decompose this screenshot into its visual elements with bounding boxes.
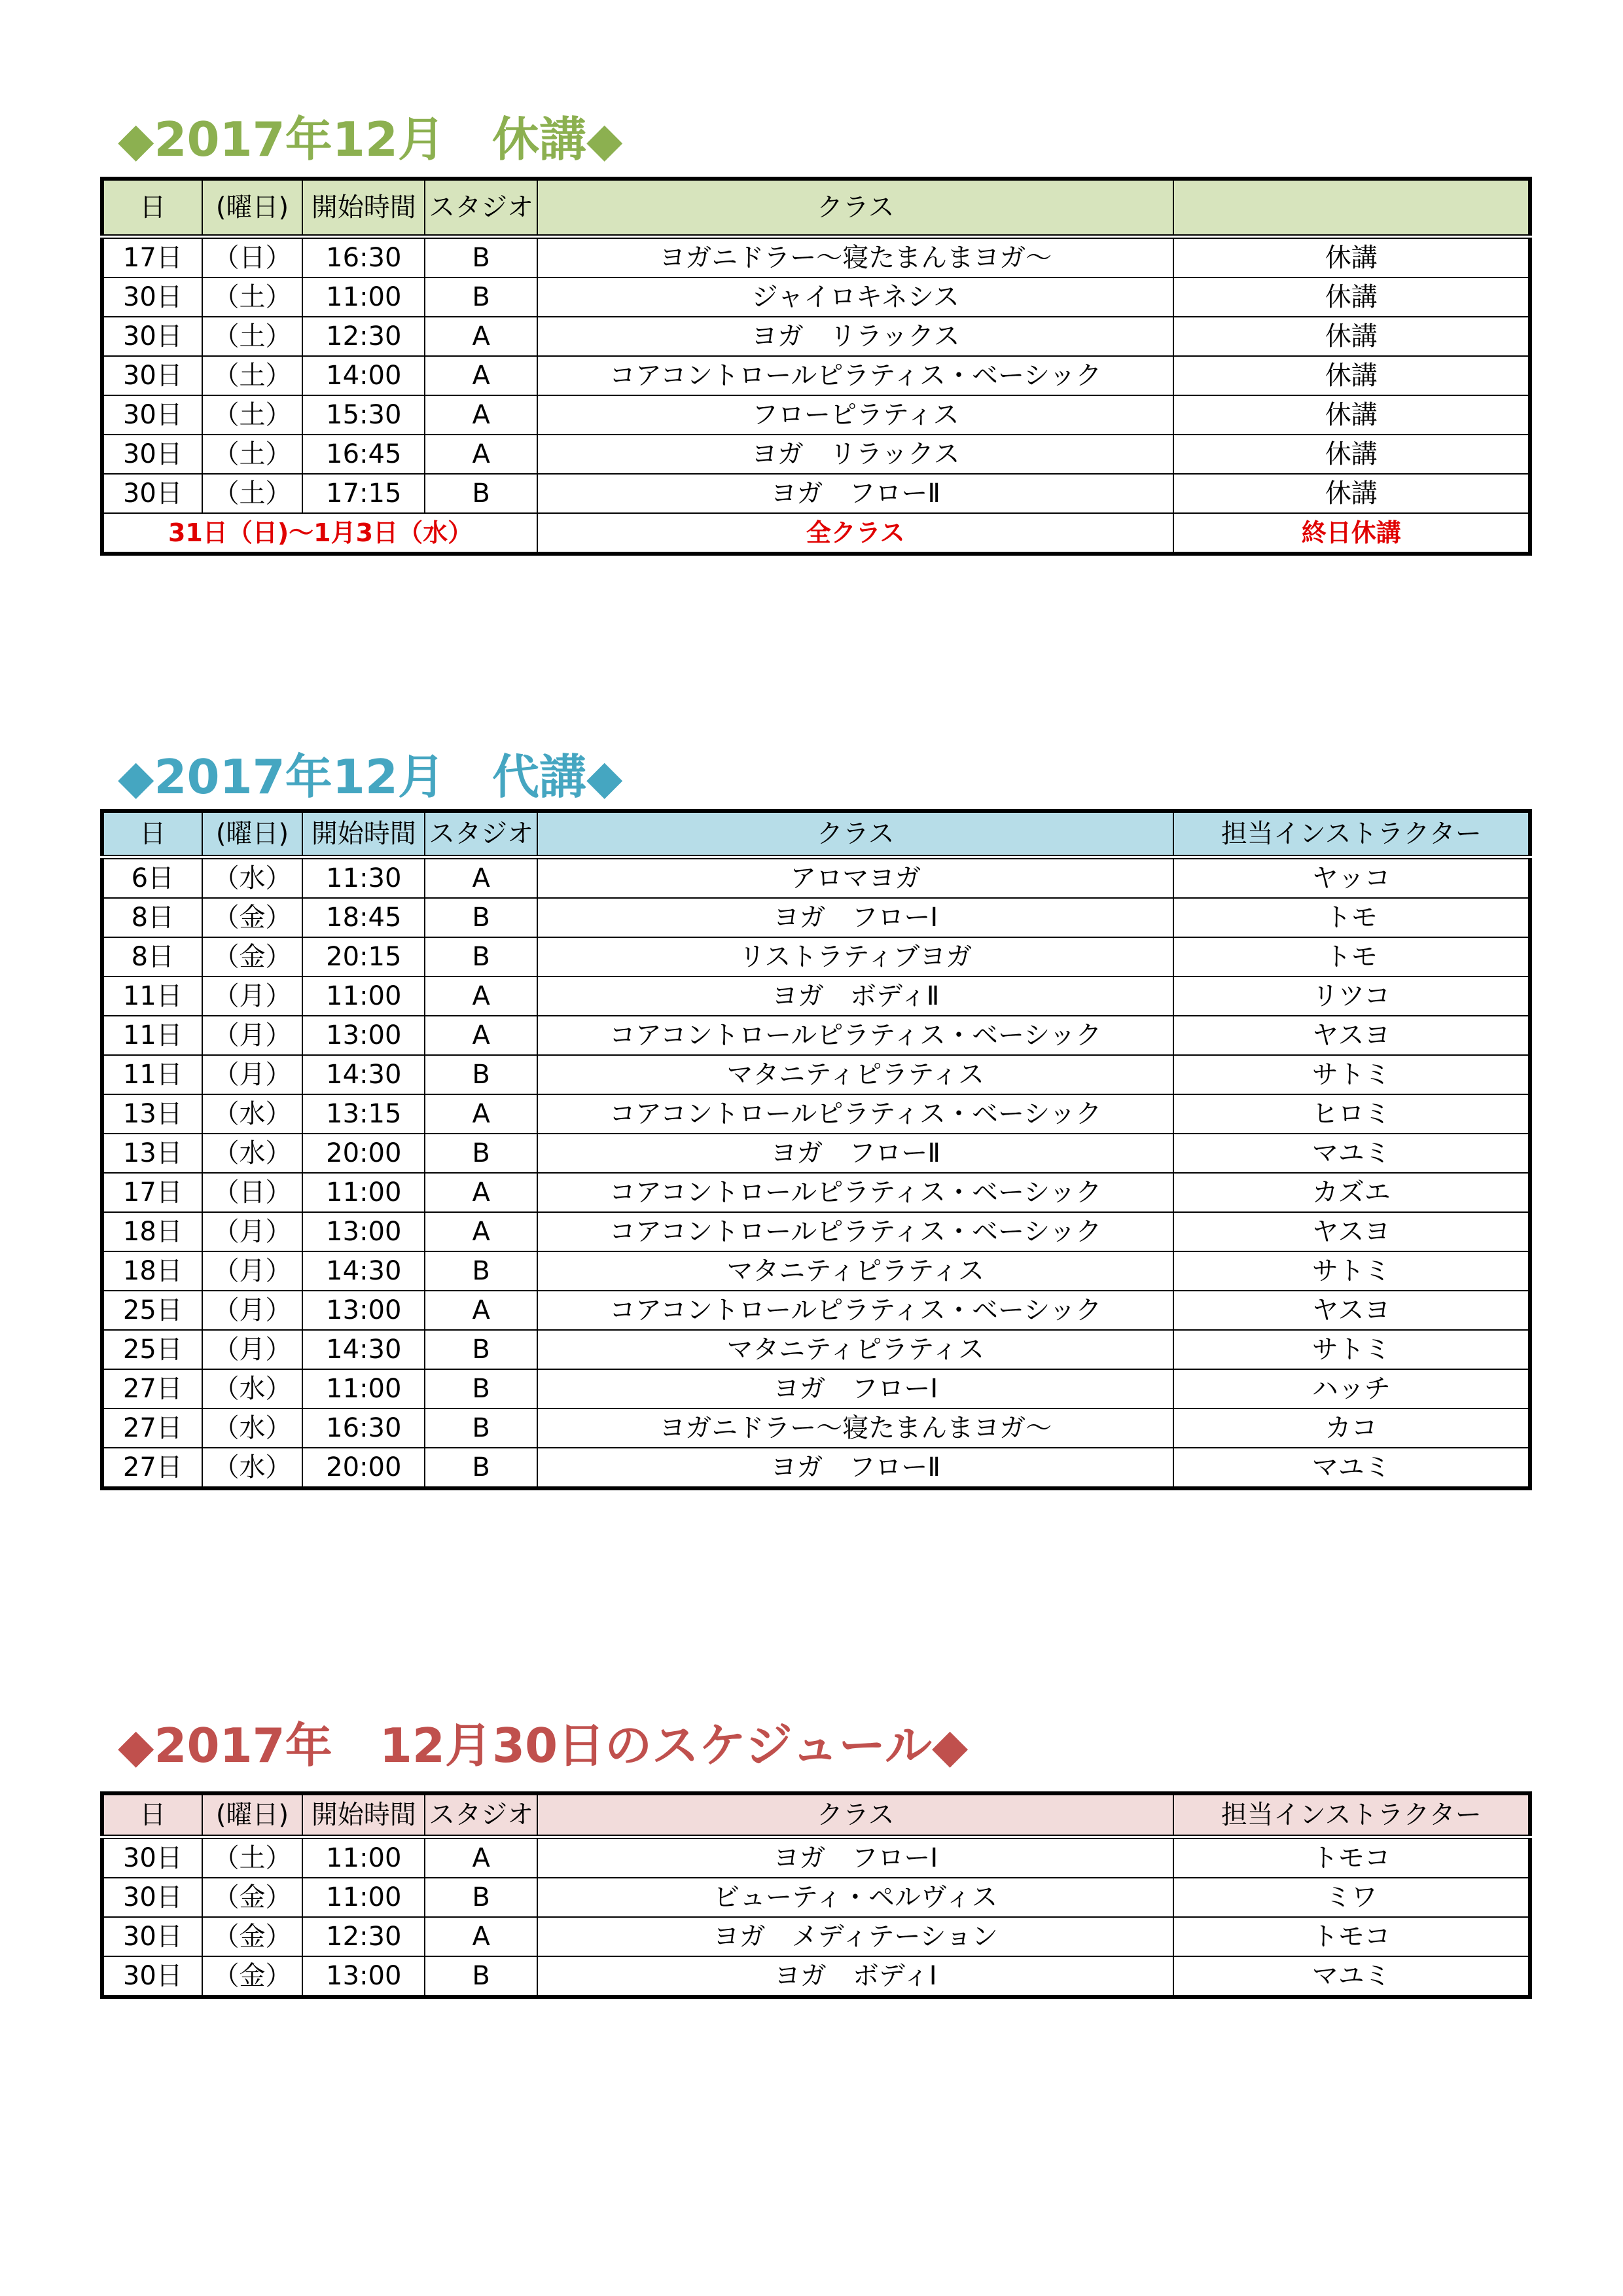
cell-weekday: （日） <box>202 237 303 278</box>
cell-value: マユミ <box>1173 1134 1530 1173</box>
cell-value: ヒロミ <box>1173 1094 1530 1134</box>
cell-weekday: （月） <box>202 1212 303 1251</box>
cell-day: 30日 <box>102 1956 202 1997</box>
cell-studio: B <box>425 898 537 937</box>
cell-start-time: 20:00 <box>302 1448 425 1488</box>
cell-value: サトミ <box>1173 1251 1530 1291</box>
cell-start-time: 16:45 <box>302 435 425 474</box>
cell-studio: A <box>425 1291 537 1330</box>
cell-weekday: （水） <box>202 1369 303 1408</box>
cell-day: 11日 <box>102 1016 202 1055</box>
cell-start-time: 13:00 <box>302 1956 425 1997</box>
cell-class: コアコントロールピラティス・ベーシック <box>537 356 1173 395</box>
cell-day: 30日 <box>102 435 202 474</box>
cell-day: 30日 <box>102 474 202 513</box>
cell-value: 休講 <box>1173 474 1530 513</box>
cell-day: 25日 <box>102 1330 202 1369</box>
cell-day: 27日 <box>102 1369 202 1408</box>
cell-weekday: （水） <box>202 1408 303 1448</box>
cell-value: リツコ <box>1173 977 1530 1016</box>
cell-weekday: （土） <box>202 317 303 356</box>
cell-class: ヨガ メディテーション <box>537 1917 1173 1956</box>
cell-class: ヨガ フローⅡ <box>537 474 1173 513</box>
cell-day: 25日 <box>102 1291 202 1330</box>
cell-day: 18日 <box>102 1251 202 1291</box>
cell-studio: B <box>425 237 537 278</box>
table-row <box>102 1173 1530 1212</box>
cell-class: コアコントロールピラティス・ベーシック <box>537 1291 1173 1330</box>
cell-start-time: 16:30 <box>302 1408 425 1448</box>
header-studio: スタジオ <box>425 1793 537 1837</box>
cell-class: ヨガ フローⅠ <box>537 898 1173 937</box>
cell-studio: B <box>425 1448 537 1488</box>
cell-value: ミワ <box>1173 1878 1530 1917</box>
cell-value: 休講 <box>1173 435 1530 474</box>
closure-notice-row <box>102 513 1530 554</box>
cell-value: 休講 <box>1173 237 1530 278</box>
cell-class: アロマヨガ <box>537 857 1173 899</box>
notice-status: 終日休講 <box>1173 513 1530 554</box>
cell-class: ヨガ フローⅡ <box>537 1448 1173 1488</box>
header-weekday: (曜日) <box>202 1793 303 1837</box>
cell-value: トモ <box>1173 898 1530 937</box>
cell-studio: A <box>425 1173 537 1212</box>
cell-weekday: （金） <box>202 1878 303 1917</box>
table-row <box>102 1055 1530 1094</box>
cell-weekday: （月） <box>202 1251 303 1291</box>
cell-weekday: （水） <box>202 1134 303 1173</box>
cell-class: ヨガ リラックス <box>537 317 1173 356</box>
cell-studio: B <box>425 1134 537 1173</box>
cell-weekday: （土） <box>202 395 303 435</box>
cell-class: コアコントロールピラティス・ベーシック <box>537 1173 1173 1212</box>
cell-start-time: 13:00 <box>302 1291 425 1330</box>
cell-weekday: （金） <box>202 1956 303 1997</box>
cell-value: マユミ <box>1173 1956 1530 1997</box>
cell-start-time: 13:15 <box>302 1094 425 1134</box>
table-row <box>102 1016 1530 1055</box>
cell-class: コアコントロールピラティス・ベーシック <box>537 1016 1173 1055</box>
table-row <box>102 1212 1530 1251</box>
cell-day: 30日 <box>102 1878 202 1917</box>
cell-value: ヤスヨ <box>1173 1291 1530 1330</box>
cell-day: 13日 <box>102 1094 202 1134</box>
header-start-time: 開始時間 <box>302 1793 425 1837</box>
cell-start-time: 11:30 <box>302 857 425 899</box>
header-status <box>1173 179 1530 237</box>
cell-value: 休講 <box>1173 395 1530 435</box>
cell-start-time: 11:00 <box>302 1837 425 1878</box>
cell-weekday: （月） <box>202 1330 303 1369</box>
cell-start-time: 14:00 <box>302 356 425 395</box>
cell-day: 17日 <box>102 237 202 278</box>
header-studio: スタジオ <box>425 179 537 237</box>
cell-value: サトミ <box>1173 1055 1530 1094</box>
table-row <box>102 395 1530 435</box>
cell-day: 27日 <box>102 1448 202 1488</box>
cell-studio: B <box>425 474 537 513</box>
cell-value: 休講 <box>1173 317 1530 356</box>
cell-start-time: 15:30 <box>302 395 425 435</box>
cell-weekday: （水） <box>202 1094 303 1134</box>
cell-studio: B <box>425 1251 537 1291</box>
daiko-section-title: ◆2017年12月 代講◆ <box>118 749 623 804</box>
header-start-time: 開始時間 <box>302 179 425 237</box>
cell-studio: B <box>425 937 537 977</box>
cell-start-time: 14:30 <box>302 1251 425 1291</box>
cell-studio: A <box>425 1837 537 1878</box>
table-row <box>102 1917 1530 1956</box>
cell-studio: B <box>425 1956 537 1997</box>
cell-value: ヤスヨ <box>1173 1212 1530 1251</box>
cell-value: ヤスヨ <box>1173 1016 1530 1055</box>
header-weekday: (曜日) <box>202 811 303 857</box>
table-row <box>102 857 1530 899</box>
cell-day: 30日 <box>102 278 202 317</box>
cell-class: ヨガ フローⅡ <box>537 1134 1173 1173</box>
cell-day: 11日 <box>102 1055 202 1094</box>
cell-class: マタニティピラティス <box>537 1055 1173 1094</box>
header-class: クラス <box>537 811 1173 857</box>
cell-studio: B <box>425 1878 537 1917</box>
cell-studio: B <box>425 1408 537 1448</box>
cell-day: 18日 <box>102 1212 202 1251</box>
cell-start-time: 12:30 <box>302 317 425 356</box>
table-row <box>102 1448 1530 1488</box>
table-row <box>102 898 1530 937</box>
cell-class: ヨガニドラー〜寝たまんまヨガ〜 <box>537 1408 1173 1448</box>
cell-start-time: 14:30 <box>302 1330 425 1369</box>
cell-class: ヨガ ボディⅠ <box>537 1956 1173 1997</box>
table-row <box>102 278 1530 317</box>
cell-value: トモコ <box>1173 1837 1530 1878</box>
cell-day: 17日 <box>102 1173 202 1212</box>
cell-weekday: （水） <box>202 1448 303 1488</box>
cell-value: トモ <box>1173 937 1530 977</box>
notice-class: 全クラス <box>537 513 1173 554</box>
cell-class: ヨガ ボディⅡ <box>537 977 1173 1016</box>
kyuko-table <box>100 177 1532 556</box>
table-row <box>102 356 1530 395</box>
table-row <box>102 1291 1530 1330</box>
cell-day: 13日 <box>102 1134 202 1173</box>
cell-day: 30日 <box>102 1837 202 1878</box>
header-weekday: (曜日) <box>202 179 303 237</box>
cell-start-time: 12:30 <box>302 1917 425 1956</box>
cell-class: コアコントロールピラティス・ベーシック <box>537 1094 1173 1134</box>
cell-start-time: 17:15 <box>302 474 425 513</box>
header-class: クラス <box>537 179 1173 237</box>
table-row <box>102 1134 1530 1173</box>
cell-day: 30日 <box>102 317 202 356</box>
header-start-time: 開始時間 <box>302 811 425 857</box>
table-row <box>102 1408 1530 1448</box>
cell-day: 11日 <box>102 977 202 1016</box>
cell-start-time: 11:00 <box>302 977 425 1016</box>
table-row <box>102 1369 1530 1408</box>
cell-start-time: 13:00 <box>302 1016 425 1055</box>
kyuko-section-title: ◆2017年12月 休講◆ <box>118 112 623 167</box>
header-day: 日 <box>102 1793 202 1837</box>
header-class: クラス <box>537 1793 1173 1837</box>
cell-class: ビューティ・ペルヴィス <box>537 1878 1173 1917</box>
table-row <box>102 977 1530 1016</box>
cell-day: 30日 <box>102 356 202 395</box>
table-row <box>102 1878 1530 1917</box>
table-row <box>102 1251 1530 1291</box>
cell-day: 30日 <box>102 395 202 435</box>
cell-weekday: （月） <box>202 977 303 1016</box>
cell-studio: A <box>425 1917 537 1956</box>
cell-value: ヤッコ <box>1173 857 1530 899</box>
cell-studio: A <box>425 1094 537 1134</box>
cell-studio: A <box>425 857 537 899</box>
table-row <box>102 317 1530 356</box>
table-row <box>102 1330 1530 1369</box>
table-header-row <box>102 811 1530 857</box>
cell-class: マタニティピラティス <box>537 1330 1173 1369</box>
cell-class: ジャイロキネシス <box>537 278 1173 317</box>
table-row <box>102 237 1530 278</box>
cell-start-time: 20:15 <box>302 937 425 977</box>
cell-weekday: （水） <box>202 857 303 899</box>
cell-weekday: （日） <box>202 1173 303 1212</box>
cell-start-time: 20:00 <box>302 1134 425 1173</box>
cell-value: マユミ <box>1173 1448 1530 1488</box>
cell-weekday: （月） <box>202 1055 303 1094</box>
header-instructor: 担当インストラクター <box>1173 1793 1530 1837</box>
cell-value: トモコ <box>1173 1917 1530 1956</box>
daiko-table <box>100 809 1532 1490</box>
cell-studio: A <box>425 356 537 395</box>
cell-weekday: （金） <box>202 937 303 977</box>
cell-studio: A <box>425 317 537 356</box>
cell-studio: A <box>425 1016 537 1055</box>
cell-day: 8日 <box>102 937 202 977</box>
header-instructor: 担当インストラクター <box>1173 811 1530 857</box>
cell-class: フローピラティス <box>537 395 1173 435</box>
table-row <box>102 435 1530 474</box>
header-studio: スタジオ <box>425 811 537 857</box>
cell-studio: B <box>425 1330 537 1369</box>
table-header-row <box>102 1793 1530 1837</box>
cell-start-time: 11:00 <box>302 278 425 317</box>
cell-studio: B <box>425 1055 537 1094</box>
cell-studio: A <box>425 435 537 474</box>
cell-studio: A <box>425 1212 537 1251</box>
cell-day: 27日 <box>102 1408 202 1448</box>
cell-weekday: （金） <box>202 898 303 937</box>
cell-studio: B <box>425 278 537 317</box>
cell-start-time: 18:45 <box>302 898 425 937</box>
cell-class: ヨガ フローⅠ <box>537 1369 1173 1408</box>
cell-studio: B <box>425 1369 537 1408</box>
cell-studio: A <box>425 977 537 1016</box>
cell-weekday: （月） <box>202 1291 303 1330</box>
table-row <box>102 1837 1530 1878</box>
cell-start-time: 11:00 <box>302 1369 425 1408</box>
cell-value: カズエ <box>1173 1173 1530 1212</box>
cell-class: ヨガ リラックス <box>537 435 1173 474</box>
table-row <box>102 937 1530 977</box>
cell-value: 休講 <box>1173 278 1530 317</box>
cell-weekday: （土） <box>202 278 303 317</box>
cell-day: 6日 <box>102 857 202 899</box>
cell-start-time: 14:30 <box>302 1055 425 1094</box>
schedule30-section-title: ◆2017年 12月30日のスケジュール◆ <box>118 1718 969 1773</box>
notice-period: 31日（日)〜1月3日（水） <box>102 513 537 554</box>
cell-weekday: （土） <box>202 474 303 513</box>
cell-value: ハッチ <box>1173 1369 1530 1408</box>
cell-weekday: （土） <box>202 1837 303 1878</box>
cell-class: ヨガ フローⅠ <box>537 1837 1173 1878</box>
header-day: 日 <box>102 179 202 237</box>
cell-day: 30日 <box>102 1917 202 1956</box>
cell-start-time: 13:00 <box>302 1212 425 1251</box>
cell-class: マタニティピラティス <box>537 1251 1173 1291</box>
table-row <box>102 1094 1530 1134</box>
cell-start-time: 11:00 <box>302 1173 425 1212</box>
cell-weekday: （金） <box>202 1917 303 1956</box>
table-row <box>102 1956 1530 1997</box>
cell-weekday: （土） <box>202 356 303 395</box>
header-day: 日 <box>102 811 202 857</box>
cell-value: 休講 <box>1173 356 1530 395</box>
schedule30-table <box>100 1791 1532 1999</box>
table-header-row <box>102 179 1530 237</box>
cell-class: リストラティブヨガ <box>537 937 1173 977</box>
table-row <box>102 474 1530 513</box>
cell-start-time: 16:30 <box>302 237 425 278</box>
cell-value: サトミ <box>1173 1330 1530 1369</box>
cell-studio: A <box>425 395 537 435</box>
cell-day: 8日 <box>102 898 202 937</box>
cell-weekday: （月） <box>202 1016 303 1055</box>
cell-weekday: （土） <box>202 435 303 474</box>
cell-class: ヨガニドラー〜寝たまんまヨガ〜 <box>537 237 1173 278</box>
cell-value: カコ <box>1173 1408 1530 1448</box>
cell-start-time: 11:00 <box>302 1878 425 1917</box>
cell-class: コアコントロールピラティス・ベーシック <box>537 1212 1173 1251</box>
